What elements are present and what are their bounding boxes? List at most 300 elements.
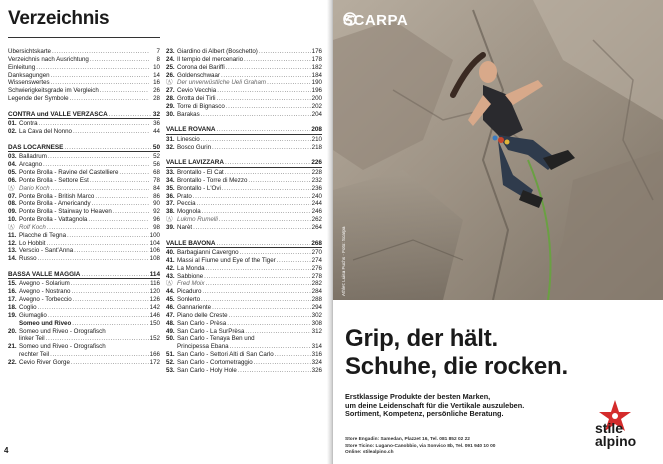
entry-number: 47. [166,311,175,319]
entry-page: 104 [149,239,160,247]
spacer [166,119,322,127]
section-page: 50 [152,143,160,151]
tagline-line-2: um deine Leidenschaft für die Vertikale auszuleben. [345,400,525,410]
leader-dots [73,128,149,136]
toc-section-locarnese[interactable] [8,144,160,153]
leader-dots [47,224,149,232]
entry-page: 120 [149,288,160,296]
photo-credit: Athlet: Luisa Fuchs · Foto: Scarpa [341,226,346,296]
toc-entry[interactable] [8,79,160,87]
section-page: 114 [149,270,160,278]
title-rule [8,37,160,38]
entry-number: 15. [8,280,17,288]
leader-dots [216,126,310,134]
toc-entry[interactable] [166,296,322,304]
leader-dots [206,265,311,273]
entry-label: Ponte Brolla - Ravine del Castelliere [19,168,119,176]
toc-entry[interactable] [166,177,322,185]
entry-page: 36 [153,120,160,128]
leader-dots [206,280,311,288]
entry-label: Balladrum [19,153,47,161]
toc-entry[interactable] [8,161,160,169]
toc-entry[interactable] [166,185,322,193]
toc-list-verzasca [8,120,160,136]
entry-number: 16. [8,288,17,296]
leader-dots [212,144,311,152]
entry-label: Ponte Brolla - Stairway to Heaven [19,208,112,216]
entry-label: Picaduro [177,288,202,296]
entry-page: 86 [153,192,160,200]
leader-dots [48,153,149,161]
entry-label: San Carlo - Settori Alti di San Carlo [177,351,274,359]
entry-number: 37. [166,200,175,208]
entry-label: Brontallo - El Cat [177,168,224,176]
entry-label: Bosco Gurin [177,143,212,151]
leader-dots [67,232,149,240]
toc-entry[interactable] [8,288,160,296]
entry-page: 106 [149,247,160,255]
entry-page: 200 [311,95,322,103]
section-label: VALLE LAVIZZARA [166,159,224,167]
toc-list-locarnese [8,153,160,263]
entry-page: 150 [149,319,160,327]
toc-entry[interactable] [8,95,160,103]
entry-number: 12. [8,239,17,247]
entry-page: 178 [311,55,322,63]
entry-label: Verscio - Sant'Anna [19,247,74,255]
toc-entry[interactable] [166,136,322,144]
toc-entry[interactable] [166,249,322,257]
entry-number: 43. [166,272,175,280]
entry-number: 39. [166,223,175,231]
entry-label: Peccia [177,200,196,208]
toc-entry[interactable] [166,224,322,232]
entry-label: San Carlo - Holy Hole [177,366,237,374]
entry-number: 52. [166,358,175,366]
entry-number: 21. [8,343,17,351]
leader-dots [227,320,310,328]
entry-page: 172 [149,358,160,366]
entry-page: 108 [149,255,160,263]
stile-alpino-logo-text [595,422,636,448]
entry-page: 44 [153,128,160,136]
tagline [345,393,585,419]
entry-label: Rolf Koch [19,223,46,231]
entry-page: 142 [149,303,160,311]
entry-page: 228 [311,168,322,176]
entry-page: 152 [149,335,160,343]
toc-entry[interactable] [166,335,322,343]
leader-dots [193,193,311,201]
leader-dots [204,273,311,281]
portrait-icon: Ⓐ [8,184,15,192]
entry-label: San Carlo - Cortometraggio [177,358,253,366]
toc-entry[interactable] [166,169,322,177]
toc-entry[interactable] [166,111,322,119]
toc-section-verzasca[interactable] [8,111,160,120]
entry-page: 236 [311,184,322,192]
spacer [8,103,160,111]
toc-section-rovana[interactable] [166,126,322,135]
right-page-advert [333,0,663,464]
entry-number: 19. [8,311,17,319]
toc-entry[interactable] [166,193,322,201]
entry-page: 218 [311,143,322,151]
toc-entry-portrait[interactable] [8,185,160,193]
entry-page: 176 [311,48,322,55]
entry-label: Contra [19,120,38,128]
leader-dots [48,312,149,320]
contact-engadin: Store Engadin: Samedan, Plazzet 16, Tel. 081 852 02 22 [345,437,470,442]
entry-page: 68 [153,168,160,176]
toc-entry[interactable] [166,72,322,80]
entry-page: 276 [311,264,322,272]
leader-dots [225,169,311,177]
leader-dots [217,95,311,103]
toc-entry[interactable] [166,328,322,336]
toc-entry[interactable] [166,304,322,312]
entry-label: Goldenschwaar [177,71,220,79]
entry-page: 98 [153,223,160,231]
spacer [166,152,322,160]
toc-entry[interactable] [8,87,160,95]
toc-entry[interactable] [8,216,160,224]
toc-entry[interactable] [8,280,160,288]
entry-page: 116 [150,280,160,288]
entry-page: 78 [153,176,160,184]
entry-page: 246 [311,208,322,216]
section-label: VALLE ROVANA [166,126,216,134]
leader-dots [70,95,149,103]
toc-entry[interactable] [8,120,160,128]
entry-number: 44. [166,288,175,296]
leader-dots [275,351,311,359]
entry-number: 01. [8,120,17,128]
entry-page: 96 [153,216,160,224]
entry-page: 7 [156,48,160,55]
toc-entry[interactable] [166,200,322,208]
entry-number: 10. [8,216,17,224]
toc-entry[interactable] [166,288,322,296]
leader-dots [74,247,149,255]
leader-dots [38,255,149,263]
headline-line-1: Grip, der hält. [345,325,499,352]
spacer [8,136,160,144]
toc-entry[interactable] [8,304,160,312]
entry-label: Linescio [177,135,200,143]
toc-entry[interactable] [8,359,160,367]
toc-entry-portrait[interactable] [166,280,322,288]
entry-page: 184 [311,71,322,79]
leader-dots [267,79,311,87]
entry-number: 11. [8,231,17,239]
entry-page: 16 [153,79,160,87]
leader-dots [72,320,148,328]
section-page: 226 [311,159,322,167]
entry-number: 02. [8,128,17,136]
entry-number: 20. [8,327,17,335]
leader-dots [39,120,149,128]
entry-number: 46. [166,303,175,311]
leader-dots [50,351,149,359]
section-label: CONTRA und VALLE VERZASCA [8,110,108,118]
leader-dots [95,193,149,201]
toc-section-lavizzara[interactable] [166,159,322,168]
toc-entry[interactable] [166,48,322,56]
toc-entry[interactable] [8,72,160,80]
toc-entry[interactable] [8,64,160,72]
toc-entry[interactable] [8,56,160,64]
leader-dots [38,304,149,312]
entry-number: 48. [166,319,175,327]
toc-entry[interactable] [8,232,160,240]
section-label: BASSA VALLE MAGGIA [8,270,81,278]
entry-number: 17. [8,296,17,304]
toc-entry[interactable] [8,320,160,328]
toc-front-matter [8,48,160,103]
leader-dots [229,312,311,320]
toc-entry[interactable] [8,48,160,56]
toc-list-maggia-continued [166,48,322,119]
entry-page: 166 [149,351,160,359]
entry-number: 45. [166,296,175,304]
entry-label: Corona dei Bariffi [177,63,225,71]
entry-number: 53. [166,366,175,374]
section-label: DAS LOCARNESE [8,143,64,151]
leader-dots [46,335,149,343]
leader-dots [81,271,148,279]
leader-dots [202,208,311,216]
toc-entry[interactable] [166,208,322,216]
entry-label: Barbagianni Cavergno [177,249,239,257]
toc-entry[interactable] [166,64,322,72]
entry-page: 182 [311,63,322,71]
entry-number: 36. [166,192,175,200]
headline [345,325,568,381]
leader-dots [240,249,311,257]
leader-dots [197,200,311,208]
entry-label: La Cava del Nonno [19,128,72,136]
leader-dots [71,359,149,367]
entry-label: Lukmo Rumelli [177,216,218,224]
toc-entry[interactable] [166,144,322,152]
entry-number: 40. [166,249,175,257]
toc-entry[interactable] [8,169,160,177]
toc-entry[interactable] [8,128,160,136]
entry-page: 284 [311,288,322,296]
entry-label: Arcagno [19,161,43,169]
entry-label: Someo und Riveo [19,319,72,327]
toc-entry[interactable] [166,95,322,103]
toc-entry[interactable] [8,240,160,248]
toc-entry[interactable] [8,177,160,185]
toc-entry[interactable] [166,56,322,64]
entry-page: 324 [311,358,322,366]
toc-entry[interactable] [8,296,160,304]
entry-page: 294 [311,303,322,311]
entry-page: 264 [311,223,322,231]
entry-label: Legende der Symbole [8,95,69,103]
toc-entry[interactable] [166,103,322,111]
entry-label: Danksagungen [8,71,50,79]
entry-number: 27. [166,87,175,95]
entry-label: San Carlo - Prèsa [177,319,227,327]
entry-page: 196 [311,87,322,95]
leader-dots [90,177,149,185]
toc-section-bavona[interactable] [166,240,322,249]
toc-entry[interactable] [8,312,160,320]
entry-number: 18. [8,303,17,311]
entry-label: Barakas [177,110,200,118]
leader-dots [201,296,311,304]
entry-page: 14 [153,71,160,79]
toc-entry[interactable] [8,247,160,255]
toc-entry[interactable] [166,312,322,320]
entry-page: 244 [311,200,322,208]
leader-dots [219,216,311,224]
leader-dots [64,144,151,152]
headline-line-2: Schuhe, die rocken. [345,353,568,380]
leader-dots [202,288,310,296]
entry-page: 210 [311,135,322,143]
entry-number: 32. [166,143,175,151]
entry-page: 26 [153,87,160,95]
portrait-icon: Ⓐ [8,223,15,231]
leader-dots [71,288,148,296]
toc-entry[interactable] [8,328,160,336]
leader-dots [225,159,310,167]
toc-entry[interactable] [166,359,322,367]
entry-label: Someo und Riveo - Orografisch [19,327,106,335]
entry-number: 04. [8,161,17,169]
contact-online[interactable]: Online: stilealpino.ch [345,450,394,456]
entry-number: 31. [166,135,175,143]
leader-dots [254,359,311,367]
entry-label: Prato [177,192,192,200]
entry-label: rechter Teil [19,351,50,359]
toc-entry[interactable] [8,153,160,161]
toc-entry[interactable] [166,343,322,351]
leader-dots [193,224,311,232]
entry-number: 30. [166,110,175,118]
entry-label: Massi al Fiume und Eye of the Tiger [177,256,276,264]
entry-number: 25. [166,63,175,71]
entry-number: 23. [166,48,175,55]
entry-label: Avegno - Torbeccio [19,296,72,304]
contact-ticino: Store Ticino: Lugano-Canobbio, via Sonvico 8b, Tel. 091 940 10 00 [345,443,496,449]
entry-label: Russo [19,255,37,263]
entry-number: 26. [166,71,175,79]
entry-page: 262 [311,216,322,224]
portrait-icon: Ⓐ [166,216,173,224]
toc-entry[interactable] [166,320,322,328]
leader-dots [201,111,311,119]
entry-page: 282 [311,280,322,288]
entry-page: 312 [311,327,322,335]
toc-entry[interactable] [8,343,160,351]
toc-entry[interactable] [8,193,160,201]
toc-entry[interactable] [166,87,322,95]
entry-label: Brontallo - L'Ovi [177,184,221,192]
entry-page: 204 [311,110,322,118]
leader-dots [277,257,311,265]
toc-entry-portrait[interactable] [166,216,322,224]
entry-number: 08. [8,200,17,208]
entry-number: 22. [8,358,17,366]
entry-page: 316 [311,351,322,359]
toc-entry[interactable] [8,208,160,216]
entry-number: 41. [166,256,175,264]
entry-label: linker Teil [19,335,45,343]
entry-label: Torre di Bignasco [177,102,225,110]
entry-number: 03. [8,153,17,161]
entry-page: 84 [153,184,160,192]
entry-label: Someo und Riveo - Orografisch [19,343,106,351]
entry-label: Ponte Brolla - Vattagnola [19,216,88,224]
leader-dots [212,304,311,312]
entry-label: Schwierigkeitsgrade im Vergleich [8,87,99,95]
toc-entry[interactable] [8,255,160,263]
entry-page: 274 [311,256,322,264]
entry-number: 13. [8,247,17,255]
page-title: Verzeichnis [8,8,110,29]
entry-label: Cevio River Gorge [19,358,70,366]
toc-entry[interactable] [166,273,322,281]
toc-entry[interactable] [166,265,322,273]
entry-label: Avegno - Nostrano [19,288,71,296]
entry-page: 190 [311,79,322,87]
toc-entry[interactable] [166,367,322,375]
leader-dots [36,64,149,72]
leader-dots [51,79,149,87]
scarpa-brand [343,12,408,29]
portrait-icon: Ⓐ [166,79,173,87]
leader-dots [90,56,149,64]
leader-dots [71,280,149,288]
toc-entry-portrait[interactable] [166,79,322,87]
toc-entry[interactable] [8,335,160,343]
leader-dots [113,208,149,216]
entry-page: 146 [149,311,160,319]
entry-page: 90 [153,200,160,208]
entry-number: 28. [166,95,175,103]
entry-label: Avegno - Solarium [19,280,70,288]
leader-dots [109,111,152,119]
toc-entry-portrait[interactable] [8,224,160,232]
entry-page: 314 [311,343,322,351]
toc-entry[interactable] [8,351,160,359]
toc-entry[interactable] [8,200,160,208]
entry-page: 202 [311,102,322,110]
toc-list-bavona [166,249,322,375]
tagline-line-1: Erstklassige Produkte der besten Marken, [345,392,491,401]
entry-number: 24. [166,55,175,63]
toc-entry[interactable] [166,257,322,265]
logo-text-line-1: stile [595,420,624,436]
toc-entry[interactable] [166,351,322,359]
spacer [166,232,322,240]
entry-label: Der unverwüstliche Ueli Graham [177,79,267,87]
toc-section-maggia[interactable] [8,271,160,280]
entry-page: 278 [311,272,322,280]
section-label: VALLE BAVONA [166,239,216,247]
leader-dots [221,72,311,80]
entry-number: 34. [166,176,175,184]
entry-label: Fred Moix [177,280,205,288]
leader-dots [100,87,149,95]
entry-page: 100 [149,231,160,239]
entry-label: Ponte Brolla - Americandy [19,200,91,208]
